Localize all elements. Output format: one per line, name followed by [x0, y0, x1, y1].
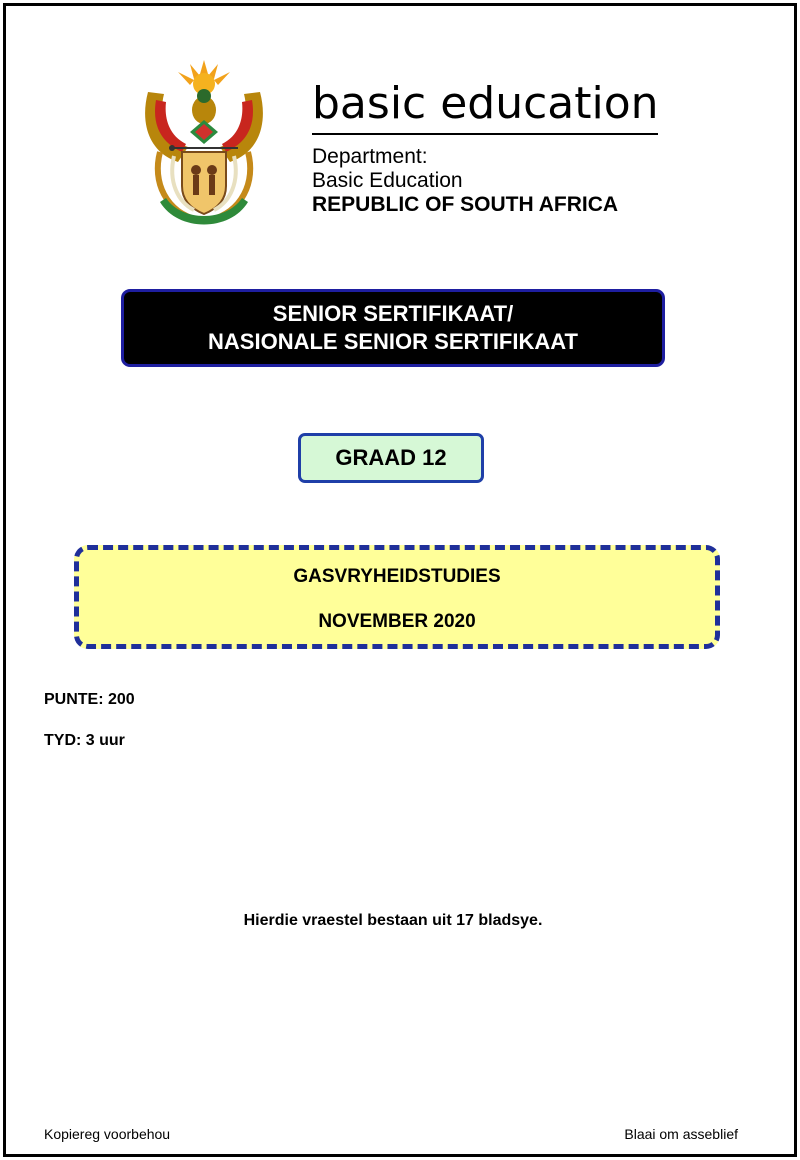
country-name: REPUBLIC OF SOUTH AFRICA	[312, 193, 619, 216]
subject-name: GASVRYHEIDSTUDIES	[293, 566, 501, 587]
brand-divider	[312, 133, 658, 135]
marks-label: PUNTE: 200	[44, 691, 135, 708]
grade-badge: GRAAD 12	[298, 433, 484, 483]
department-label: Department:	[312, 145, 428, 168]
turn-page-footer: Blaai om asseblief	[624, 1126, 738, 1142]
brand-title: basic education	[312, 78, 659, 129]
copyright-footer: Kopiereg voorbehou	[44, 1126, 171, 1142]
coat-of-arms-logo	[138, 52, 270, 232]
page-count-note: Hierdie vraestel bestaan uit 17 bladsye.	[243, 912, 543, 929]
time-label: TYD: 3 uur	[44, 732, 125, 749]
exam-session: NOVEMBER 2020	[318, 611, 476, 632]
certificate-banner	[121, 289, 665, 367]
certificate-line-2: NASIONALE SENIOR SERTIFIKAAT	[208, 329, 578, 354]
subject-box	[74, 545, 720, 649]
department-name: Basic Education	[312, 169, 463, 192]
certificate-line-1: SENIOR SERTIFIKAAT/	[272, 301, 514, 326]
